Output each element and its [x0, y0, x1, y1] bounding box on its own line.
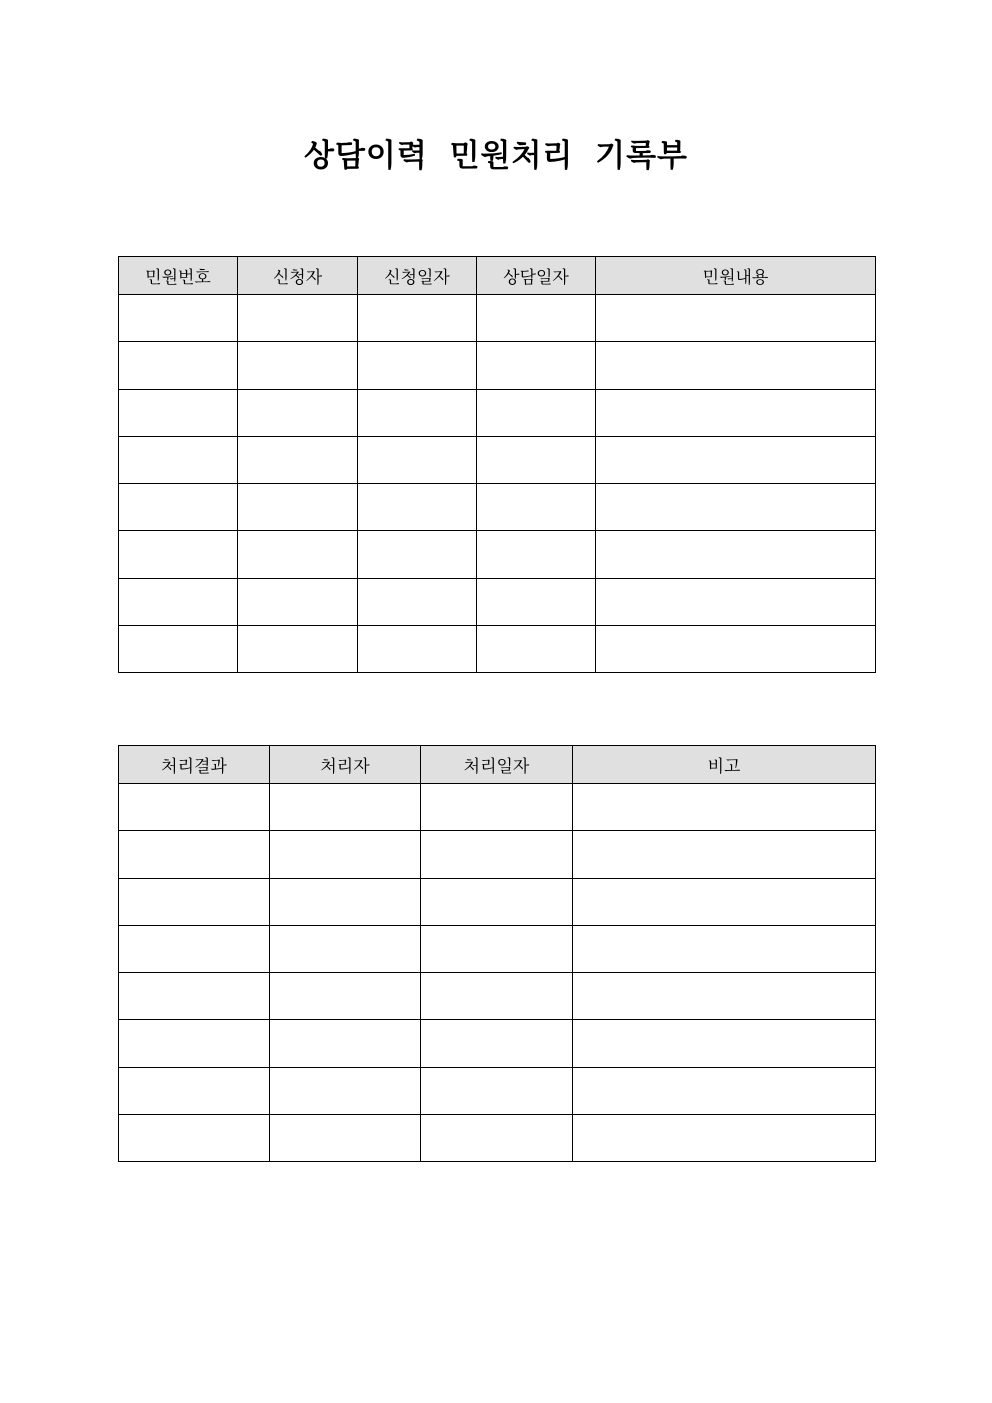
table-row [119, 578, 876, 625]
table-cell[interactable] [270, 1115, 421, 1162]
table-cell[interactable] [477, 436, 596, 483]
table-cell[interactable] [238, 436, 358, 483]
table-cell[interactable] [477, 484, 596, 531]
table-cell[interactable] [421, 925, 573, 972]
table-cell[interactable] [119, 295, 238, 342]
table-cell[interactable] [596, 342, 876, 389]
table-row [119, 531, 876, 578]
table-cell[interactable] [477, 342, 596, 389]
table-cell[interactable] [358, 531, 477, 578]
table-cell[interactable] [596, 626, 876, 673]
table-cell[interactable] [421, 1020, 573, 1067]
table-cell[interactable] [573, 925, 876, 972]
table-cell[interactable] [119, 878, 270, 925]
table-row [119, 626, 876, 673]
table-cell[interactable] [358, 436, 477, 483]
header-consultation-date: 상담일자 [477, 257, 596, 295]
table-cell[interactable] [358, 578, 477, 625]
table-cell[interactable] [238, 484, 358, 531]
table-row [119, 436, 876, 483]
table-row [119, 831, 876, 878]
table-cell[interactable] [238, 578, 358, 625]
table-row [119, 389, 876, 436]
table-cell[interactable] [596, 578, 876, 625]
header-application-date: 신청일자 [358, 257, 477, 295]
complaint-table-body [119, 295, 876, 673]
table-cell[interactable] [421, 878, 573, 925]
table-cell[interactable] [573, 973, 876, 1020]
table-cell[interactable] [358, 342, 477, 389]
table-cell[interactable] [119, 1115, 270, 1162]
table-cell[interactable] [119, 925, 270, 972]
table-cell[interactable] [573, 1067, 876, 1114]
table-cell[interactable] [119, 973, 270, 1020]
table-cell[interactable] [477, 578, 596, 625]
table-cell[interactable] [477, 389, 596, 436]
table-cell[interactable] [270, 1067, 421, 1114]
processing-table-body [119, 784, 876, 1162]
header-complaint-number: 민원번호 [119, 257, 238, 295]
table-cell[interactable] [119, 389, 238, 436]
table-cell[interactable] [119, 1020, 270, 1067]
table-cell[interactable] [421, 973, 573, 1020]
table-row [119, 973, 876, 1020]
table-cell[interactable] [421, 1115, 573, 1162]
table-cell[interactable] [358, 389, 477, 436]
table-cell[interactable] [477, 531, 596, 578]
table-cell[interactable] [573, 831, 876, 878]
table-cell[interactable] [596, 484, 876, 531]
table-cell[interactable] [358, 295, 477, 342]
table-cell[interactable] [421, 1067, 573, 1114]
table-cell[interactable] [119, 436, 238, 483]
table-cell[interactable] [119, 578, 238, 625]
table-cell[interactable] [238, 295, 358, 342]
table-row [119, 1115, 876, 1162]
table-row [119, 295, 876, 342]
table-cell[interactable] [270, 1020, 421, 1067]
complaint-table-header-row [119, 257, 876, 295]
table-cell[interactable] [596, 295, 876, 342]
table-cell[interactable] [573, 1115, 876, 1162]
table-cell[interactable] [119, 1067, 270, 1114]
table-cell[interactable] [270, 925, 421, 972]
table-row [119, 1067, 876, 1114]
table-cell[interactable] [238, 531, 358, 578]
header-applicant: 신청자 [238, 257, 358, 295]
header-processor: 처리자 [270, 746, 421, 784]
table-cell[interactable] [238, 626, 358, 673]
page-title: 상담이력 민원처리 기록부 [304, 138, 688, 174]
table-cell[interactable] [477, 295, 596, 342]
complaint-table [118, 256, 876, 673]
processing-table [118, 745, 876, 1162]
table-cell[interactable] [119, 831, 270, 878]
table-row [119, 484, 876, 531]
table-cell[interactable] [270, 973, 421, 1020]
table-cell[interactable] [477, 626, 596, 673]
table-cell[interactable] [119, 784, 270, 831]
table-cell[interactable] [119, 531, 238, 578]
header-processing-result: 처리결과 [119, 746, 270, 784]
table-row [119, 342, 876, 389]
table-row [119, 878, 876, 925]
table-cell[interactable] [596, 531, 876, 578]
table-cell[interactable] [596, 436, 876, 483]
table-cell[interactable] [238, 389, 358, 436]
table-cell[interactable] [270, 878, 421, 925]
table-cell[interactable] [270, 784, 421, 831]
table-row [119, 784, 876, 831]
table-row [119, 1020, 876, 1067]
table-cell[interactable] [238, 342, 358, 389]
table-cell[interactable] [596, 389, 876, 436]
table-cell[interactable] [358, 626, 477, 673]
table-cell[interactable] [573, 784, 876, 831]
table-cell[interactable] [421, 784, 573, 831]
header-processing-date: 처리일자 [421, 746, 573, 784]
header-complaint-content: 민원내용 [596, 257, 876, 295]
table-cell[interactable] [421, 831, 573, 878]
table-cell[interactable] [119, 484, 238, 531]
table-row [119, 925, 876, 972]
table-cell[interactable] [270, 831, 421, 878]
header-remarks: 비고 [573, 746, 876, 784]
table-cell[interactable] [119, 342, 238, 389]
table-cell[interactable] [358, 484, 477, 531]
processing-table-header-row [119, 746, 876, 784]
table-cell[interactable] [573, 1020, 876, 1067]
table-cell[interactable] [119, 626, 238, 673]
table-cell[interactable] [573, 878, 876, 925]
